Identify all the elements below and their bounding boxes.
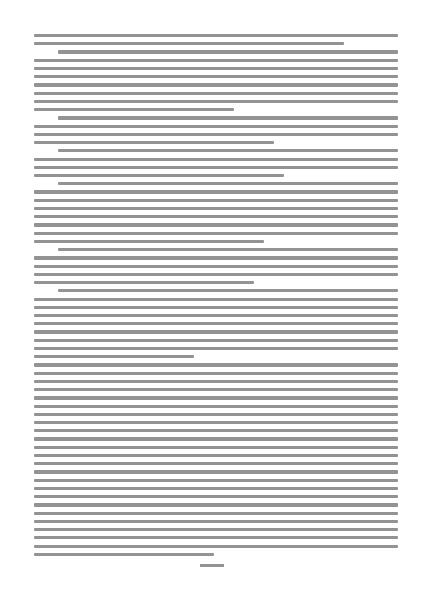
document-page	[34, 34, 398, 561]
text-line	[34, 207, 398, 210]
text-line	[34, 487, 398, 490]
text-line	[34, 396, 398, 399]
text-line	[34, 388, 398, 391]
text-line	[34, 133, 398, 136]
text-line	[58, 182, 398, 185]
text-line	[34, 347, 398, 350]
text-line	[34, 405, 398, 408]
text-line	[34, 528, 398, 531]
text-line	[34, 536, 398, 539]
text-line	[34, 166, 398, 169]
text-line	[34, 215, 398, 218]
text-line	[34, 421, 398, 424]
text-line	[34, 223, 398, 226]
text-line	[58, 149, 398, 152]
text-line	[34, 298, 398, 301]
text-line	[34, 380, 398, 383]
text-line	[34, 322, 398, 325]
text-line	[34, 265, 398, 268]
text-line	[34, 413, 398, 416]
text-line	[34, 92, 398, 95]
text-line	[34, 429, 398, 432]
text-line	[34, 355, 194, 358]
text-line	[58, 116, 398, 119]
text-line	[34, 372, 398, 375]
text-line	[34, 512, 398, 515]
text-line	[34, 520, 398, 523]
text-line	[34, 108, 234, 111]
text-line	[34, 75, 398, 78]
text-line	[34, 470, 398, 473]
text-line	[34, 446, 398, 449]
text-line	[34, 190, 398, 193]
text-line	[34, 125, 398, 128]
text-line	[34, 232, 398, 235]
text-line	[34, 59, 398, 62]
text-line	[34, 454, 398, 457]
text-line	[34, 67, 398, 70]
text-line	[34, 141, 274, 144]
text-line	[34, 306, 398, 309]
text-line	[34, 462, 398, 465]
text-line	[34, 479, 398, 482]
text-line	[34, 339, 398, 342]
text-line	[34, 281, 254, 284]
text-line	[34, 34, 398, 37]
text-line	[58, 248, 398, 251]
text-line	[34, 158, 398, 161]
text-line	[34, 330, 398, 333]
text-line	[34, 314, 398, 317]
text-line	[34, 495, 398, 498]
text-line	[34, 503, 398, 506]
text-line	[34, 83, 398, 86]
text-line	[34, 437, 398, 440]
text-line	[34, 363, 398, 366]
text-line	[34, 199, 398, 202]
text-line	[58, 289, 398, 292]
text-line	[34, 273, 398, 276]
text-line	[34, 553, 214, 556]
text-line	[34, 256, 398, 259]
text-line	[58, 50, 398, 53]
text-line	[34, 545, 398, 548]
text-line	[34, 100, 398, 103]
page-number	[200, 564, 224, 567]
text-line	[34, 240, 264, 243]
text-line	[34, 42, 344, 45]
text-line	[34, 174, 284, 177]
